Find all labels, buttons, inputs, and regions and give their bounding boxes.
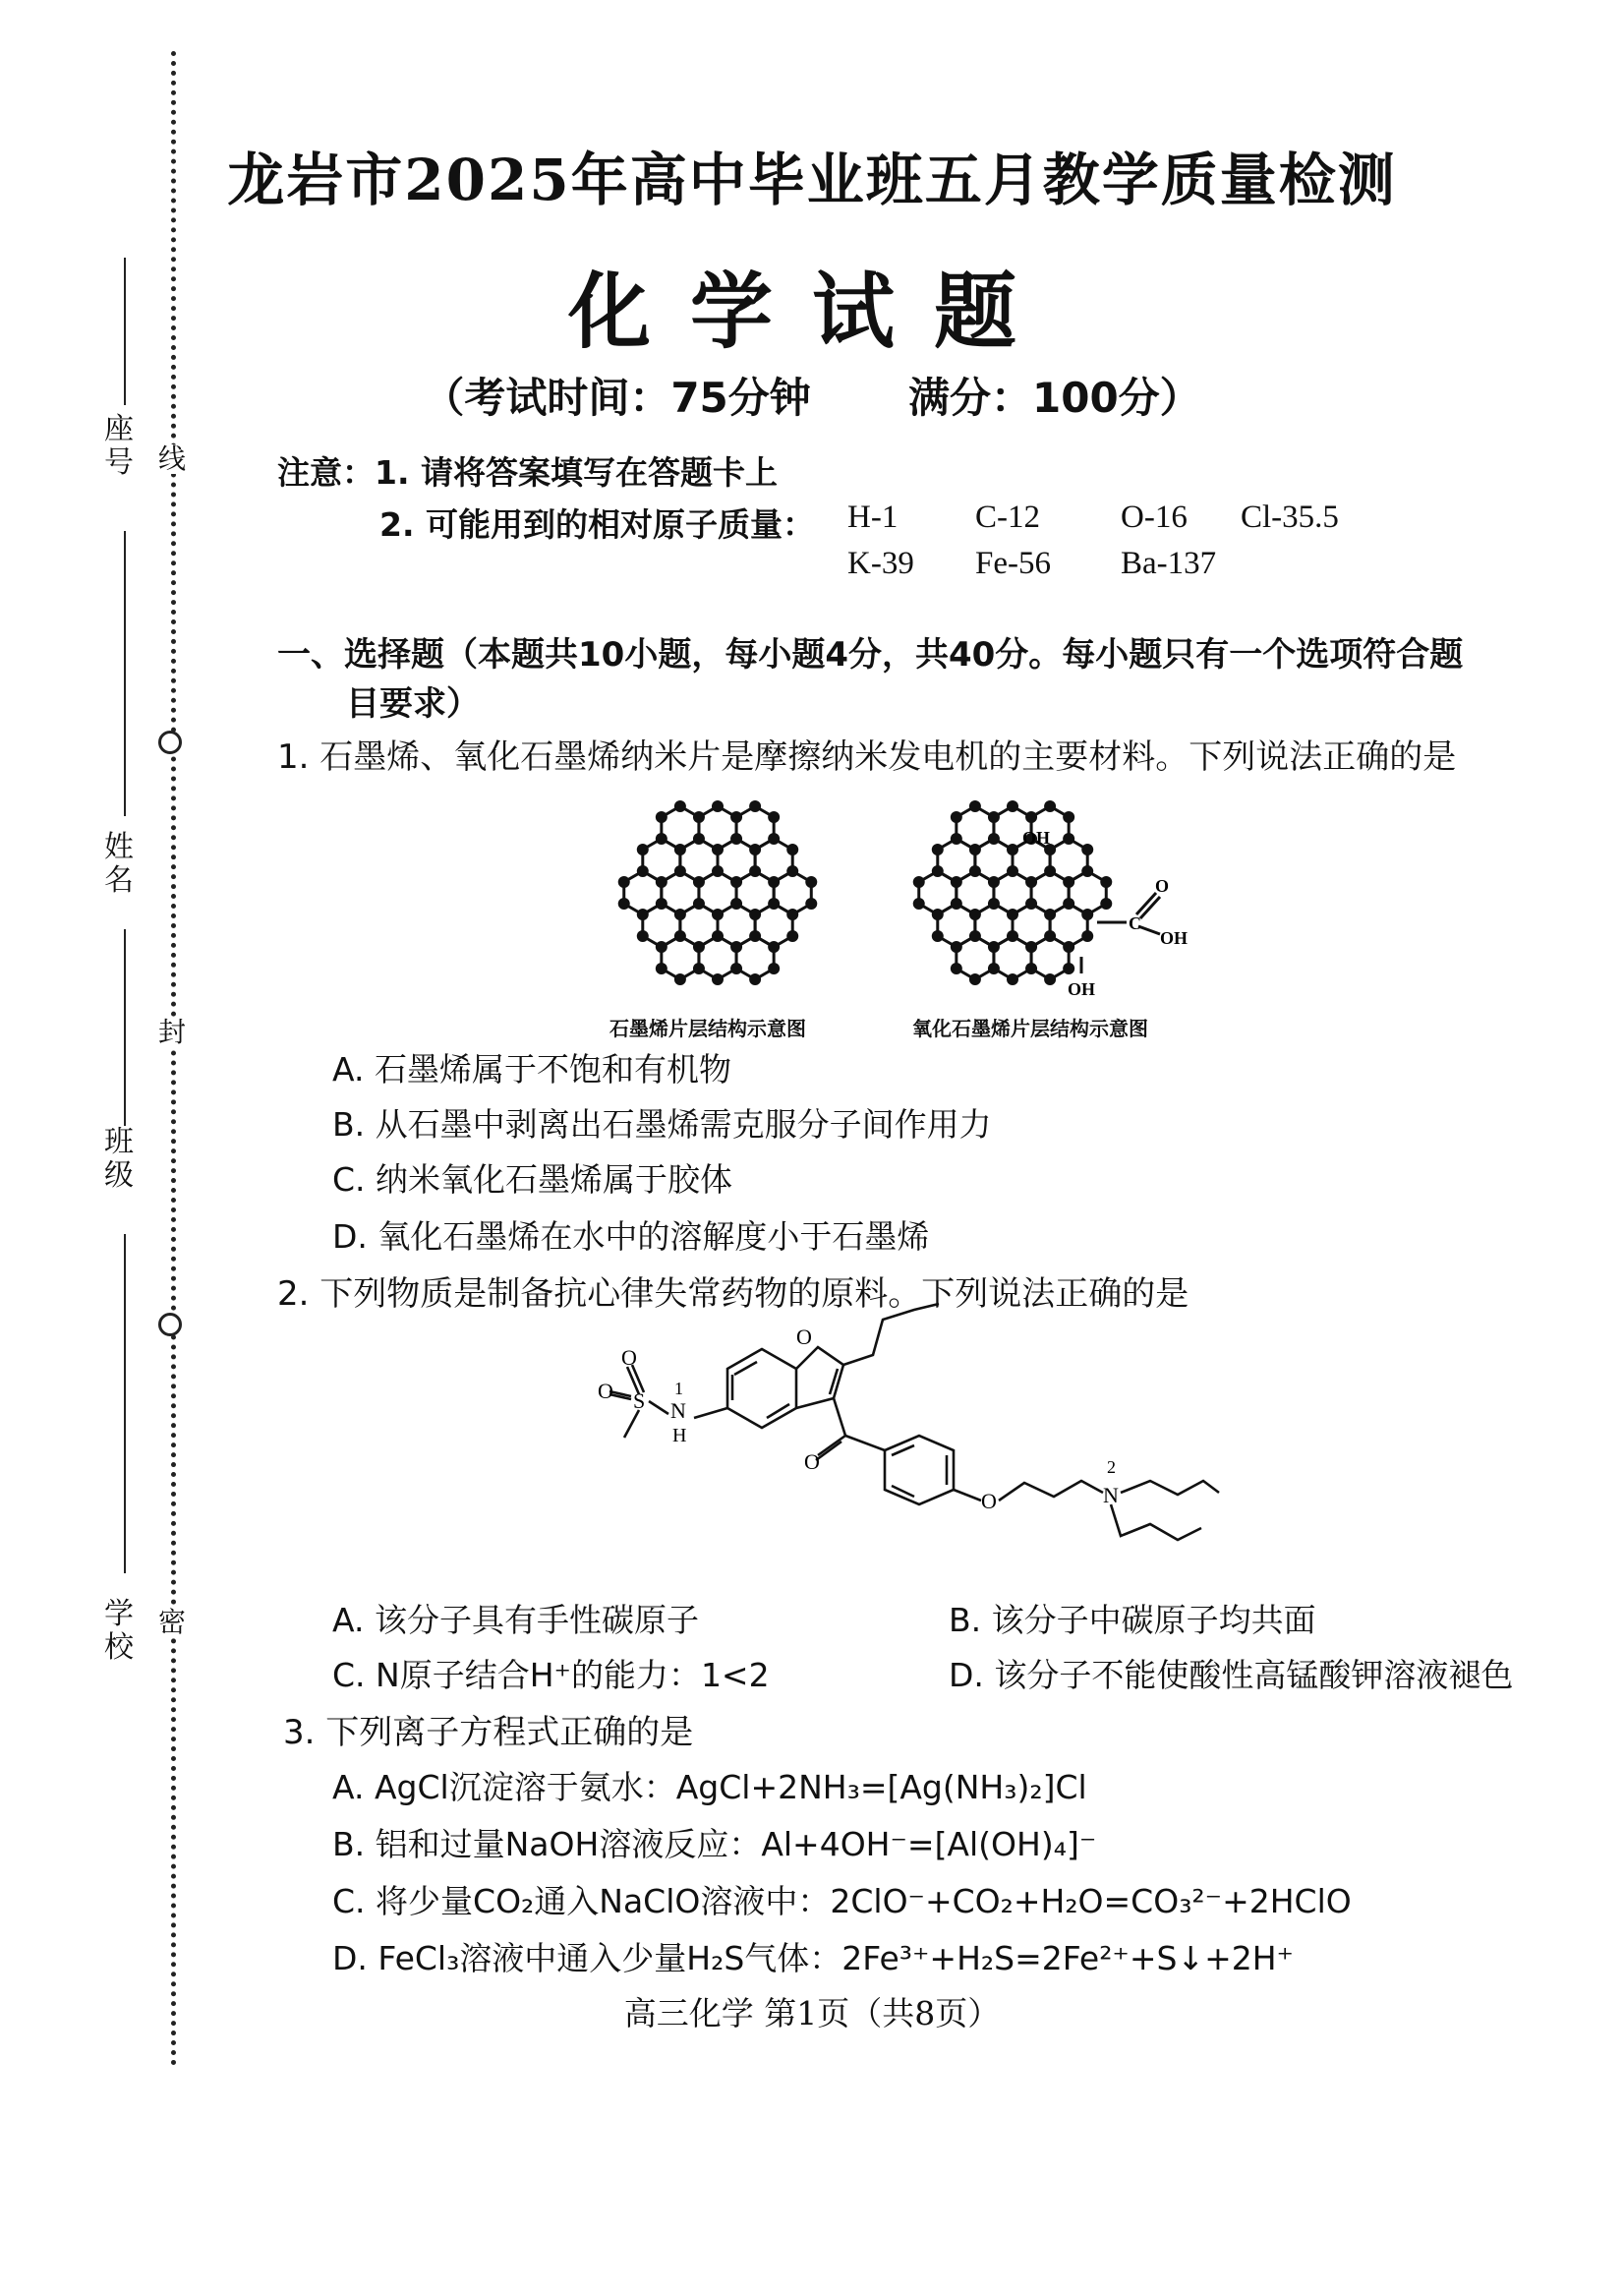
carbon-atom: [805, 898, 817, 910]
carbon-atom: [749, 865, 761, 877]
carbon-atom: [674, 930, 686, 942]
carbon-atom: [988, 963, 1000, 974]
q1-option-b: B. 从石墨中剥离出石墨烯需克服分子间作用力: [332, 1105, 992, 1144]
graphene-oxide-caption: 氧化石墨烯片层结构示意图: [912, 1017, 1148, 1040]
carbon-atom: [674, 973, 686, 985]
carbon-atom: [969, 930, 981, 942]
carbon-atom: [712, 844, 724, 855]
amide-h: H: [672, 1425, 687, 1446]
carbon-atom: [749, 800, 761, 812]
carbon-atom: [1044, 800, 1056, 812]
carbon-atom: [656, 963, 667, 974]
carbon-atom: [913, 898, 925, 910]
carbon-atom: [749, 973, 761, 985]
carbon-atom: [712, 800, 724, 812]
carbon-atom: [951, 876, 962, 888]
carbon-atom: [1063, 963, 1074, 974]
carbon-atom: [1081, 909, 1093, 920]
carbon-atom: [656, 811, 667, 823]
carbon-atom: [712, 930, 724, 942]
hexagon-ring: [699, 936, 736, 979]
carbon-atom: [1044, 973, 1056, 985]
class-line: [124, 929, 126, 1126]
carbon-atom: [693, 963, 705, 974]
hexagon-ring: [1031, 936, 1069, 979]
side-mark-xian: 线: [157, 442, 186, 475]
page-footer: 高三化学 第1页（共8页）: [623, 1994, 1001, 2032]
section-heading-line-1: 一、选择题（本题共10小题，每小题4分，共40分。每小题只有一个选项符合题: [277, 635, 1464, 675]
ether-o: O: [981, 1489, 997, 1513]
seat-label: 座号: [104, 412, 134, 480]
carbon-atom: [1025, 963, 1037, 974]
carbon-atom: [730, 876, 742, 888]
carbon-atom: [1025, 898, 1037, 910]
carbon-atom: [969, 800, 981, 812]
go-c-label: C: [1129, 913, 1141, 933]
carbon-atom: [988, 811, 1000, 823]
q1-option-d: D. 氧化石墨烯在水中的溶解度小于石墨烯: [332, 1217, 930, 1256]
question-2-stem: 2. 下列物质是制备抗心律失常药物的原料。下列说法正确的是: [277, 1274, 1189, 1314]
drug-molecule-figure: [600, 1308, 1219, 1583]
mass-c: C-12: [975, 500, 1040, 535]
carbon-atom: [1081, 930, 1093, 942]
carbon-atom: [1007, 973, 1018, 985]
carbon-atom: [1063, 941, 1074, 953]
q2-option-a: A. 该分子具有手性碳原子: [332, 1601, 699, 1639]
exam-subject: 化学试题: [567, 263, 1056, 360]
exam-meta: [0, 366, 1624, 425]
hexagon-ring: [736, 936, 774, 979]
n1-number: 1: [674, 1379, 683, 1398]
section-heading-line-2: 目要求）: [346, 684, 480, 724]
go-oh-bottom: OH: [1068, 979, 1096, 999]
amide-n: N: [670, 1398, 686, 1423]
carbon-atom: [988, 941, 1000, 953]
q2-option-d: D. 该分子不能使酸性高锰酸钾溶液褪色: [949, 1656, 1514, 1694]
carbon-atom: [932, 844, 944, 855]
q2-option-c: C. N原子结合H⁺的能力：1<2: [332, 1656, 770, 1694]
carbon-atom: [951, 941, 962, 953]
carbon-atom: [749, 930, 761, 942]
carbon-atom: [969, 973, 981, 985]
carbon-atom: [1081, 844, 1093, 855]
carbon-atom: [1044, 930, 1056, 942]
carbon-atom: [1063, 876, 1074, 888]
molecule-bonds: [609, 1304, 1219, 1540]
school-label: 学校: [104, 1597, 134, 1665]
mass-h: H-1: [847, 500, 899, 535]
carbon-atom: [951, 811, 962, 823]
carbon-atom: [1063, 811, 1074, 823]
carbon-atom: [988, 898, 1000, 910]
q1-option-a: A. 石墨烯属于不饱和有机物: [332, 1050, 731, 1089]
side-mark-feng: 封: [157, 1016, 186, 1048]
mass-ba: Ba-137: [1121, 546, 1217, 581]
carbon-atom: [768, 876, 780, 888]
carbon-atom: [932, 930, 944, 942]
amine-n: N: [1103, 1483, 1119, 1507]
carbon-atom: [656, 833, 667, 845]
carbon-atom: [1007, 930, 1018, 942]
carbon-atom: [674, 800, 686, 812]
carbon-atom: [730, 963, 742, 974]
carbon-atom: [693, 876, 705, 888]
name-label: 姓名: [104, 830, 134, 898]
carbon-atom: [637, 844, 649, 855]
carbon-atom: [637, 865, 649, 877]
question-3-stem: 3. 下列离子方程式正确的是: [283, 1713, 694, 1752]
carbon-atom: [1007, 865, 1018, 877]
carbon-atom: [730, 811, 742, 823]
carbon-atom: [637, 930, 649, 942]
carbon-atom: [969, 865, 981, 877]
carbon-atom: [693, 941, 705, 953]
furan-o: O: [796, 1325, 812, 1349]
carbon-atom: [749, 844, 761, 855]
hexagon-ring: [994, 936, 1031, 979]
carbon-atom: [786, 909, 798, 920]
name-line: [124, 531, 126, 816]
carbon-atom: [730, 898, 742, 910]
carbon-atom: [969, 909, 981, 920]
carbon-atom: [618, 898, 630, 910]
carbon-atom: [693, 898, 705, 910]
carbon-atom: [1007, 844, 1018, 855]
graphene-oxide-figure: [875, 777, 1209, 1013]
carbon-atom: [951, 898, 962, 910]
carbon-atom: [656, 898, 667, 910]
carbon-atom: [1025, 941, 1037, 953]
carbon-atom: [712, 909, 724, 920]
go-oh-top: OH: [1022, 828, 1051, 848]
carbon-atom: [768, 963, 780, 974]
carbon-atom: [1025, 876, 1037, 888]
carbon-atom: [693, 833, 705, 845]
mass-k: K-39: [847, 546, 914, 581]
carbon-atom: [805, 876, 817, 888]
carbon-atom: [1100, 898, 1112, 910]
mass-fe: Fe-56: [975, 546, 1051, 581]
carbon-atom: [656, 876, 667, 888]
carbon-atom: [712, 865, 724, 877]
carbon-atom: [1044, 909, 1056, 920]
binding-circle: [158, 731, 182, 754]
carbon-atom: [1063, 898, 1074, 910]
carbon-atom: [951, 833, 962, 845]
carbon-atom: [951, 963, 962, 974]
exam-title: 龙岩市2025年高中毕业班五月教学质量检测: [227, 147, 1397, 213]
graphene-caption: 石墨烯片层结构示意图: [609, 1017, 806, 1040]
note-line-2-label: 2. 可能用到的相对原子质量：: [379, 505, 815, 544]
carbon-atom: [674, 844, 686, 855]
binding-circle: [158, 1313, 182, 1336]
carbon-atom: [932, 865, 944, 877]
carbon-atom: [1044, 865, 1056, 877]
carbon-atom: [693, 811, 705, 823]
carbon-atom: [913, 876, 925, 888]
q1-option-c: C. 纳米氧化石墨烯属于胶体: [332, 1160, 733, 1199]
carbon-atom: [988, 833, 1000, 845]
class-label: 班级: [104, 1125, 134, 1193]
carbon-atom: [768, 941, 780, 953]
hexagon-ring: [957, 936, 994, 979]
sulfonyl-o-left: O: [598, 1379, 613, 1403]
go-o-label: O: [1155, 876, 1170, 896]
carbon-atom: [712, 973, 724, 985]
hexagon-ring: [662, 936, 699, 979]
carbon-atom: [768, 811, 780, 823]
carbon-atom: [1100, 876, 1112, 888]
carbon-atom: [637, 909, 649, 920]
ketone-o: O: [804, 1449, 820, 1474]
q2-option-b: B. 该分子中碳原子均共面: [949, 1601, 1316, 1639]
school-line: [124, 1234, 126, 1573]
q3-option-d: D. FeCl₃溶液中通入少量H₂S气体：2Fe³⁺+H₂S=2Fe²⁺+S↓+2H⁺: [332, 1939, 1294, 1977]
mass-o: O-16: [1121, 500, 1188, 535]
carbon-atom: [768, 833, 780, 845]
go-c-oh-bond: [1138, 926, 1160, 934]
carbon-atom: [1025, 811, 1037, 823]
q3-option-c: C. 将少量CO₂通入NaClO溶液中：2ClO⁻+CO₂+H₂O=CO₃²⁻+2HClO: [332, 1882, 1352, 1920]
carbon-atom: [618, 876, 630, 888]
carbon-atom: [749, 909, 761, 920]
carbon-atom: [730, 941, 742, 953]
graphene-figure: [590, 777, 845, 1008]
carbon-atom: [988, 876, 1000, 888]
sulfonyl-o-top: O: [621, 1345, 637, 1370]
go-oh-right: OH: [1160, 928, 1189, 948]
carbon-atom: [786, 930, 798, 942]
carbon-atom: [656, 941, 667, 953]
carbon-atom: [786, 844, 798, 855]
q3-option-b: B. 铝和过量NaOH溶液反应：Al+4OH⁻=[Al(OH)₄]⁻: [332, 1825, 1097, 1863]
carbon-atom: [786, 865, 798, 877]
exam-time: （考试时间：75分钟: [423, 374, 811, 422]
note-line-1: 注意：1. 请将答案填写在答题卡上: [277, 453, 778, 492]
carbon-atom: [674, 865, 686, 877]
carbon-atom: [674, 909, 686, 920]
side-mark-mi: 密: [157, 1606, 186, 1638]
sulfur-s: S: [633, 1388, 646, 1413]
carbon-atom: [1007, 909, 1018, 920]
carbon-atom: [1081, 865, 1093, 877]
full-score: 满分：100分）: [908, 374, 1201, 422]
carbon-atom: [768, 898, 780, 910]
carbon-atom: [1007, 800, 1018, 812]
carbon-atom: [730, 833, 742, 845]
question-1-stem: 1. 石墨烯、氧化石墨烯纳米片是摩擦纳米发电机的主要材料。下列说法正确的是: [277, 737, 1457, 777]
mass-cl: Cl-35.5: [1241, 500, 1339, 535]
carbon-atom: [1063, 833, 1074, 845]
q3-option-a: A. AgCl沉淀溶于氨水：AgCl+2NH₃=[Ag(NH₃)₂]Cl: [332, 1768, 1087, 1806]
n2-number: 2: [1107, 1457, 1116, 1477]
carbon-atom: [932, 909, 944, 920]
carbon-atom: [969, 844, 981, 855]
